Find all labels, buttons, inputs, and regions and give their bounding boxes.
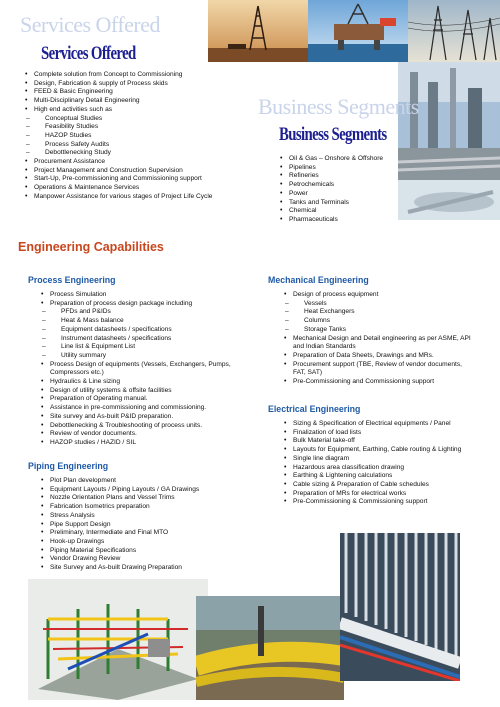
process-item: • Design of utility systems & offsite facilities: [40, 387, 262, 396]
mechanical-subitem: – Heat Exchangers: [283, 308, 473, 317]
process-subitem: – Heat & Mass balance: [40, 317, 262, 326]
services-ghost-title: Services Offered: [20, 12, 161, 37]
process-item: • Preparation of process design package including: [40, 300, 262, 309]
mechanical-item: • Preparation of Data Sheets, Drawings and MRs.: [283, 352, 473, 361]
piping-item: • Hook-up Drawings: [40, 538, 199, 547]
piping-item: • Fabrication Isometrics preparation: [40, 503, 199, 512]
services-list: [24, 71, 212, 202]
electrical-engineering-list: [283, 420, 478, 507]
process-item: • Hydraulics & Line sizing: [40, 378, 262, 387]
services-item: • Start-Up, Pre-commissioning and Commissioning support: [24, 175, 212, 184]
process-item: • HAZOP studies / HAZID / SIL: [40, 439, 262, 448]
segment-item: • Pipelines: [279, 164, 383, 173]
segment-item: • Pharmaceuticals: [279, 216, 383, 225]
piping-item: • Equipment Layouts / Piping Layouts / GA Drawings: [40, 486, 199, 495]
services-subitem: – HAZOP Studies: [24, 132, 212, 141]
process-item: • Process Simulation: [40, 291, 262, 300]
electrical-item: • Earthing & Lightening calculations: [283, 472, 478, 481]
process-item: • Debottlenecking & Troubleshooting of process units.: [40, 422, 262, 431]
electrical-panel-wiring-image: [340, 533, 460, 681]
services-item: • Operations & Maintenance Services: [24, 184, 212, 193]
services-item: • High end activities such as: [24, 106, 212, 115]
segment-item: • Tanks and Terminals: [279, 199, 383, 208]
refinery-photo-column: [398, 62, 500, 220]
piping-item: • Stress Analysis: [40, 512, 199, 521]
segment-item: • Petrochemicals: [279, 181, 383, 190]
segment-item: • Oil & Gas – Onshore & Offshore: [279, 155, 383, 164]
mechanical-item: • Design of process equipment: [283, 291, 473, 300]
piping-item: • Piping Material Specifications: [40, 547, 199, 556]
mechanical-item: • Pre-Commissioning and Commissioning support: [283, 378, 473, 387]
segment-item: • Refineries: [279, 172, 383, 181]
services-item: • Multi-Disciplinary Detail Engineering: [24, 97, 212, 106]
process-item: • Assistance in pre-commissioning and commissioning.: [40, 404, 262, 413]
capabilities-title: Engineering Capabilities: [18, 240, 164, 254]
services-item: • Project Management and Construction Supervision: [24, 167, 212, 176]
piping-engineering-list: [40, 477, 199, 573]
process-subitem: – Equipment datasheets / specifications: [40, 326, 262, 335]
process-subitem: – Line list & Equipment List: [40, 343, 262, 352]
oil-gas-photo-strip: [208, 0, 500, 62]
pipeline-construction-image: [196, 596, 344, 700]
mechanical-engineering-list: [283, 291, 473, 387]
process-item: • Process Design of equipments (Vessels, Exchangers, Pumps, Compressors etc.): [40, 361, 262, 378]
electrical-item: • Bulk Material take-off: [283, 437, 478, 446]
electrical-item: • Pre-Commissioning & Commissioning support: [283, 498, 478, 507]
piping-item: • Vendor Drawing Review: [40, 555, 199, 564]
electrical-item: • Cable sizing & Preparation of Cable schedules: [283, 481, 478, 490]
services-subitem: – Feasibility Studies: [24, 123, 212, 132]
piping-item: • Pipe Support Design: [40, 521, 199, 530]
services-subitem: – Process Safety Audits: [24, 141, 212, 150]
services-item: • Manpower Assistance for various stages of Project Life Cycle: [24, 193, 212, 202]
process-subitem: – Utility summary: [40, 352, 262, 361]
process-item: • Site survey and As-built P&ID preparation.: [40, 413, 262, 422]
process-subitem: – Instrument datasheets / specifications: [40, 335, 262, 344]
piping-item: • Preliminary, Intermediate and Final MTO: [40, 529, 199, 538]
services-item: • Complete solution from Concept to Commissioning: [24, 71, 212, 80]
piping-item: • Site Survey and As-built Drawing Preparation: [40, 564, 199, 573]
services-item: • Design, Fabrication & supply of Process skids: [24, 80, 212, 89]
mechanical-engineering-title: Mechanical Engineering: [268, 275, 369, 285]
electrical-item: • Single line diagram: [283, 455, 478, 464]
process-subitem: – PFDs and P&IDs: [40, 308, 262, 317]
mechanical-subitem: – Vessels: [283, 300, 473, 309]
piping-item: • Plot Plan development: [40, 477, 199, 486]
mechanical-item: • Procurement support (TBE, Review of vendor documents, FAT, SAT): [283, 361, 473, 378]
segment-item: • Power: [279, 190, 383, 199]
services-title: Services Offered: [41, 43, 136, 64]
services-subitem: – Debottlenecking Study: [24, 149, 212, 158]
mechanical-subitem: – Columns: [283, 317, 473, 326]
services-item: • Procurement Assistance: [24, 158, 212, 167]
services-item: • FEED & Basic Engineering: [24, 88, 212, 97]
piping-engineering-title: Piping Engineering: [28, 461, 109, 471]
electrical-item: • Layouts for Equipment, Earthing, Cable routing & Lighting: [283, 446, 478, 455]
process-engineering-list: [40, 291, 262, 448]
process-engineering-title: Process Engineering: [28, 275, 116, 285]
segment-item: • Chemical: [279, 207, 383, 216]
piping-3d-model-image: [28, 579, 208, 700]
process-item: • Preparation of Operating manual.: [40, 395, 262, 404]
segments-ghost-title: Business Segments: [258, 94, 419, 119]
electrical-engineering-title: Electrical Engineering: [268, 404, 361, 414]
services-subitem: – Conceptual Studies: [24, 115, 212, 124]
mechanical-subitem: – Storage Tanks: [283, 326, 473, 335]
segments-list: [279, 155, 383, 225]
electrical-item: • Finalization of load lists: [283, 429, 478, 438]
segments-title: Business Segments: [279, 124, 387, 145]
electrical-item: • Hazardous area classification drawing: [283, 464, 478, 473]
electrical-item: • Preparation of MRs for electrical works: [283, 490, 478, 499]
mechanical-item: • Mechanical Design and Detail engineering as per ASME, API and Indian Standards: [283, 335, 473, 352]
piping-item: • Nozzle Orientation Plans and Vessel Trims: [40, 494, 199, 503]
electrical-item: • Sizing & Specification of Electrical equipments / Panel: [283, 420, 478, 429]
process-item: • Review of vendor documents.: [40, 430, 262, 439]
